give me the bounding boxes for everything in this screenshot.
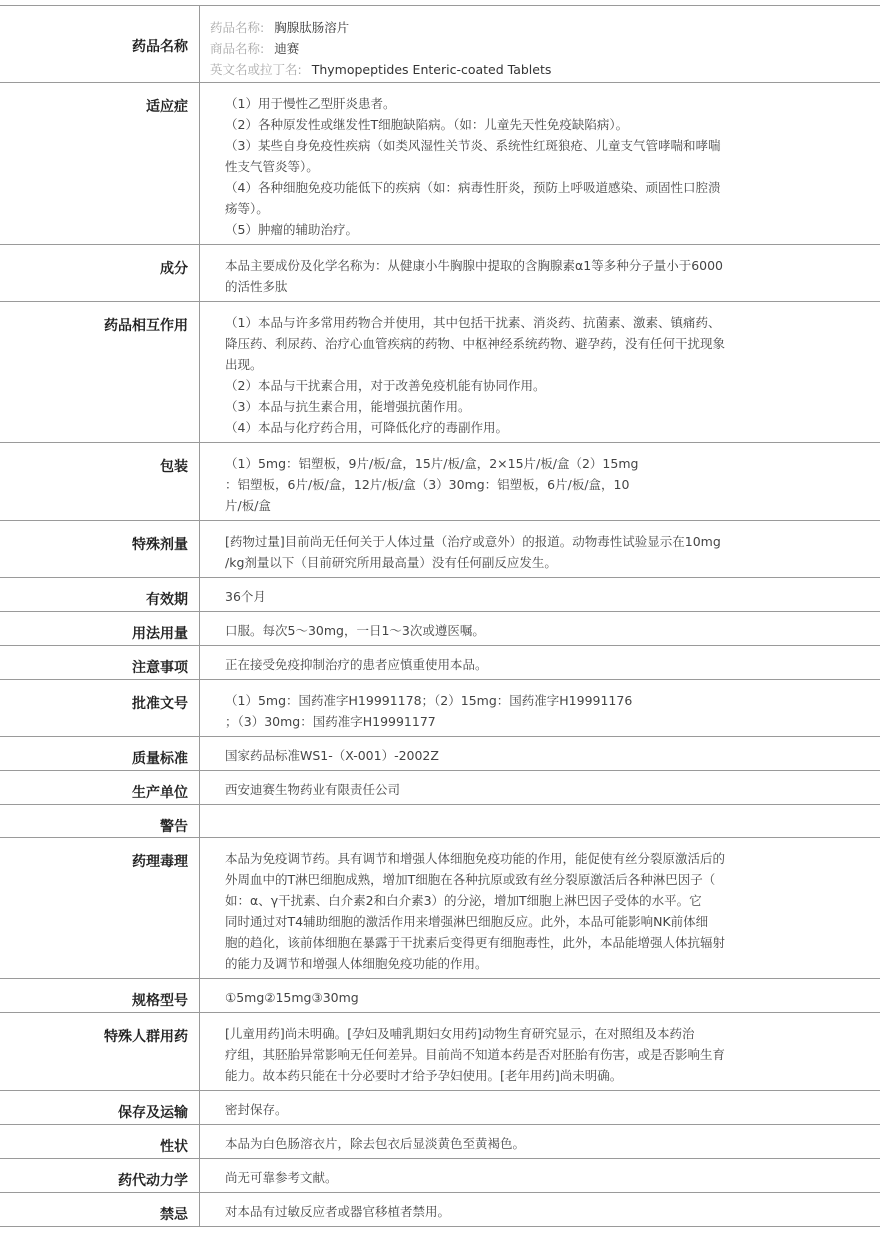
section-line: 的能力及调节和增强人体细胞免疫功能的作用。 — [225, 956, 488, 971]
section-content-interactions — [200, 302, 880, 442]
section-line: （1）本品与许多常用药物合并使用，其中包括干扰素、消炎药、抗菌素、激素、镇痛药、 — [225, 315, 721, 330]
section-line: 本品为白色肠溶衣片，除去包衣后显淡黄色至黄褐色。 — [225, 1136, 526, 1151]
section-row-storage — [0, 1091, 880, 1125]
section-label-dosage: 用法用量 — [0, 612, 200, 645]
section-line: （1）5mg：国药准字H19991178；（2）15mg：国药准字H19991176 — [225, 693, 633, 708]
section-content-special_population — [200, 1013, 880, 1090]
section-row-standard — [0, 737, 880, 771]
drug-name-row — [0, 5, 880, 83]
section-row-precautions — [0, 646, 880, 680]
section-content-ingredients — [200, 245, 880, 301]
section-row-pharmacokinetics — [0, 1159, 880, 1193]
english-name-key: 英文名或拉丁名: — [210, 62, 302, 77]
english-name-line — [210, 59, 860, 80]
section-line: （3）某些自身免疫性疾病（如类风湿性关节炎、系统性红斑狼疮、儿童支气管哮喘和哮喘 — [225, 138, 721, 153]
section-line: 出现。 — [225, 357, 263, 372]
section-content-appearance — [200, 1125, 880, 1158]
section-line: 能力。故本药只能在十分必要时才给予孕妇使用。[老年用药]尚未明确。 — [225, 1068, 623, 1083]
section-line: 疗组，其胚胎异常影响无任何差异。目前尚不知道本药是否对胚胎有伤害，或是否影响生育 — [225, 1047, 726, 1062]
section-line: （2）各种原发性或继发性T细胞缺陷病。（如：儿童先天性免疫缺陷病）。 — [225, 117, 629, 132]
section-label-specification: 规格型号 — [0, 979, 200, 1012]
section-label-storage: 保存及运输 — [0, 1091, 200, 1124]
section-line: 国家药品标准WS1-（X-001）-2002Z — [225, 748, 439, 763]
section-row-manufacturer — [0, 771, 880, 805]
section-row-contraindications — [0, 1193, 880, 1227]
section-content-precautions — [200, 646, 880, 679]
section-label-overdose: 特殊剂量 — [0, 521, 200, 577]
section-content-overdose — [200, 521, 880, 577]
section-label-packaging: 包装 — [0, 443, 200, 520]
section-label-pharmacokinetics: 药代动力学 — [0, 1159, 200, 1192]
section-line: 疡等）。 — [225, 201, 269, 216]
section-content-standard — [200, 737, 880, 770]
section-row-special_population — [0, 1013, 880, 1091]
section-line: 同时通过对T4辅助细胞的激活作用来增强淋巴细胞反应。此外，本品可能影响NK前体细 — [225, 914, 709, 929]
section-line: （4）各种细胞免疫功能低下的疾病（如：病毒性肝炎，预防上呼吸道感染、顽固性口腔溃 — [225, 180, 721, 195]
section-content-dosage — [200, 612, 880, 645]
section-label-pharmacology: 药理毒理 — [0, 838, 200, 978]
section-label-warning: 警告 — [0, 805, 200, 837]
section-label-contraindications: 禁忌 — [0, 1193, 200, 1226]
section-label-ingredients: 成分 — [0, 245, 200, 301]
english-name-value: Thymopeptides Enteric-coated Tablets — [311, 62, 552, 77]
section-row-interactions — [0, 302, 880, 443]
section-line: 西安迪赛生物药业有限责任公司 — [225, 782, 401, 797]
section-line: [药物过量]目前尚无任何关于人体过量（治疗或意外）的报道。动物毒性试验显示在10mg — [225, 534, 721, 549]
section-label-appearance: 性状 — [0, 1125, 200, 1158]
section-row-indications — [0, 83, 880, 245]
section-label-approval: 批准文号 — [0, 680, 200, 736]
section-label-precautions: 注意事项 — [0, 646, 200, 679]
section-line: ：铝塑板，6片/板/盒，12片/板/盒（3）30mg：铝塑板，6片/板/盒，10 — [225, 477, 630, 492]
section-line: ；（3）30mg：国药准字H19991177 — [225, 714, 436, 729]
section-row-packaging — [0, 443, 880, 521]
section-row-warning — [0, 805, 880, 838]
section-label-indications: 适应症 — [0, 83, 200, 244]
drug-name-label: 药品名称 — [0, 6, 200, 82]
section-content-storage — [200, 1091, 880, 1124]
section-line: 正在接受免疫抑制治疗的患者应慎重使用本品。 — [225, 657, 488, 672]
section-row-appearance — [0, 1125, 880, 1159]
section-line: [儿童用药]尚未明确。[孕妇及哺乳期妇女用药]动物生育研究显示，在对照组及本药治 — [225, 1026, 695, 1041]
section-line: 性支气管炎等）。 — [225, 159, 319, 174]
section-content-pharmacokinetics — [200, 1159, 880, 1192]
generic-name-value: 胸腺肽肠溶片 — [274, 20, 350, 35]
section-content-warning — [200, 805, 880, 837]
section-content-expiry — [200, 578, 880, 611]
section-line: 如：α、γ干扰素、白介素2和白介素3）的分泌，增加T细胞上淋巴因子受体的水平。它 — [225, 893, 702, 908]
section-row-approval — [0, 680, 880, 737]
section-row-specification — [0, 979, 880, 1013]
generic-name-key: 药品名称: — [210, 20, 265, 35]
section-row-overdose — [0, 521, 880, 578]
section-label-special_population: 特殊人群用药 — [0, 1013, 200, 1090]
section-line: 降压药、利尿药、治疗心血管疾病的药物、中枢神经系统药物、避孕药，没有任何干扰现象 — [225, 336, 726, 351]
section-line: （4）本品与化疗药合用，可降低化疗的毒副作用。 — [225, 420, 508, 435]
section-row-dosage — [0, 612, 880, 646]
section-content-approval — [200, 680, 880, 736]
section-content-specification — [200, 979, 880, 1012]
section-line: （5）肿瘤的辅助治疗。 — [225, 222, 358, 237]
section-row-ingredients — [0, 245, 880, 302]
section-label-standard: 质量标准 — [0, 737, 200, 770]
section-line: 的活性多肽 — [225, 279, 288, 294]
section-line: 对本品有过敏反应者或器官移植者禁用。 — [225, 1204, 451, 1219]
section-row-expiry — [0, 578, 880, 612]
section-content-packaging — [200, 443, 880, 520]
brand-name-value: 迪赛 — [274, 41, 300, 56]
section-line: 尚无可靠参考文献。 — [225, 1170, 338, 1185]
drug-info-table — [0, 5, 880, 1227]
sections-container — [0, 83, 880, 1227]
section-row-pharmacology — [0, 838, 880, 979]
drug-name-content — [200, 6, 880, 82]
section-line: 本品为免疫调节药。具有调节和增强人体细胞免疫功能的作用，能促使有丝分裂原激活后的 — [225, 851, 726, 866]
brand-name-key: 商品名称: — [210, 41, 265, 56]
section-line: （1）5mg：铝塑板，9片/板/盒，15片/板/盒，2×15片/板/盒（2）15mg — [225, 456, 639, 471]
section-content-indications — [200, 83, 880, 244]
section-label-expiry: 有效期 — [0, 578, 200, 611]
section-line: （3）本品与抗生素合用，能增强抗菌作用。 — [225, 399, 471, 414]
section-line: 36个月 — [225, 589, 266, 604]
section-line: 片/板/盒 — [225, 498, 271, 513]
section-line: 密封保存。 — [225, 1102, 288, 1117]
section-content-contraindications — [200, 1193, 880, 1226]
section-line: 口服。每次5～30mg，一日1～3次或遵医嘱。 — [225, 623, 485, 638]
section-line: /kg剂量以下（目前研究所用最高量）没有任何副反应发生。 — [225, 555, 557, 570]
generic-name-line — [210, 17, 860, 38]
section-line: 本品主要成份及化学名称为：从健康小牛胸腺中提取的含胸腺素α1等多种分子量小于6000 — [225, 258, 724, 273]
section-line: （1）用于慢性乙型肝炎患者。 — [225, 96, 396, 111]
section-content-pharmacology — [200, 838, 880, 978]
section-label-interactions: 药品相互作用 — [0, 302, 200, 442]
section-line: 外周血中的T淋巴细胞成熟，增加T细胞在各种抗原或致有丝分裂原激活后各种淋巴因子（ — [225, 872, 716, 887]
section-line: （2）本品与干扰素合用，对于改善免疫机能有协同作用。 — [225, 378, 546, 393]
brand-name-line — [210, 38, 860, 59]
section-content-manufacturer — [200, 771, 880, 804]
section-line: 胞的趋化，该前体细胞在暴露于干扰素后变得更有细胞毒性，此外，本品能增强人体抗辐射 — [225, 935, 726, 950]
section-label-manufacturer: 生产单位 — [0, 771, 200, 804]
section-line: ①5mg②15mg③30mg — [225, 990, 359, 1005]
